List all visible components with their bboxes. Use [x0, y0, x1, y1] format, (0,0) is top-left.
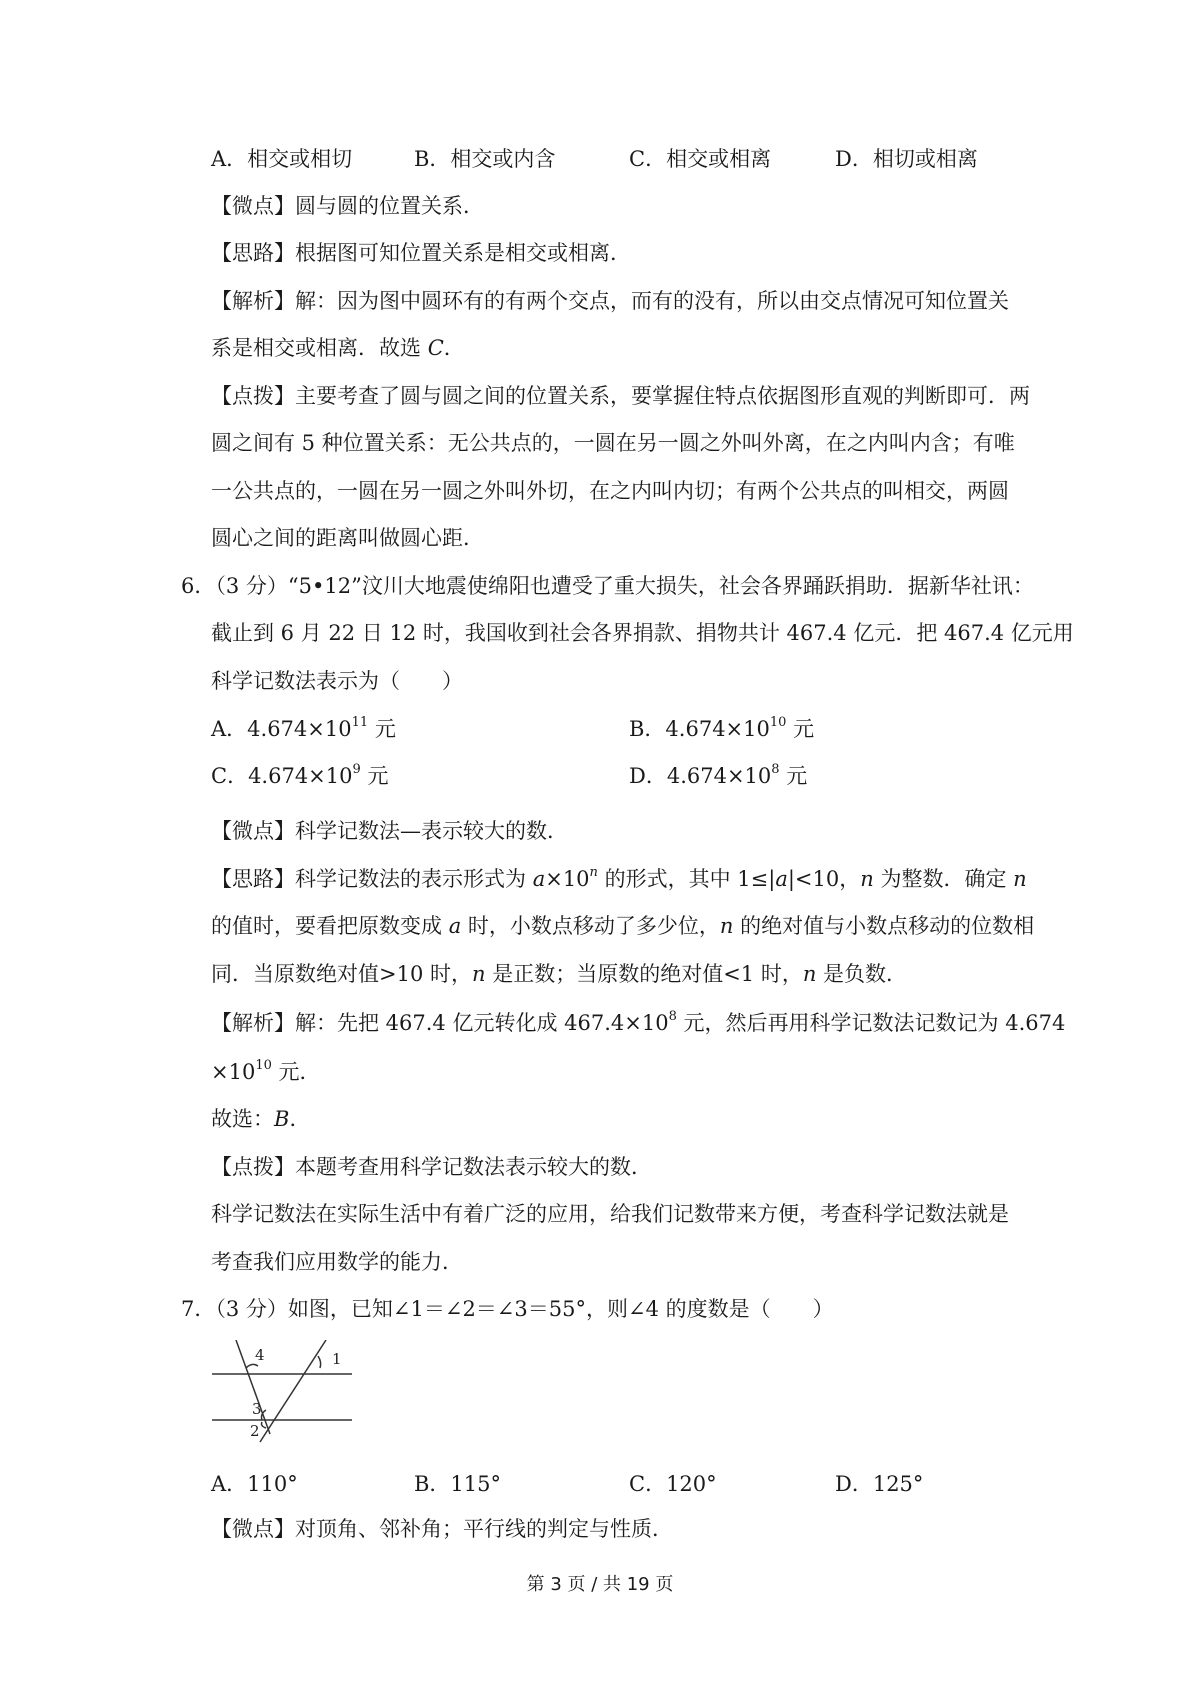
q5-dianbo-line3: 一公共点的，一圆在另一圆之外叫外切，在之内叫内切；有两个公共点的叫相交，两圆: [211, 479, 1009, 503]
q7-option-c: C．120°: [629, 1472, 717, 1496]
q5-weidian: 【微点】圆与圆的位置关系．: [211, 194, 484, 218]
q5-dianbo-line1: 【点拨】主要考查了圆与圆之间的位置关系，要掌握住特点依据图形直观的判断即可．两: [211, 384, 1030, 408]
q6-jiexi-line2: $\times 10^{10}$ 元．: [211, 1058, 321, 1084]
q6-weidian: 【微点】科学记数法—表示较大的数．: [211, 819, 568, 843]
q7-label-4: 4: [255, 1346, 265, 1364]
q6-silu-line2: 的值时，要看把原数变成 a 时，小数点移动了多少位，n 的绝对值与小数点移动的位数相: [211, 914, 1035, 938]
q7-option-b: B．115°: [414, 1472, 502, 1496]
q6-stem-line2: 截止到 6 月 22 日 12 时，我国收到社会各界捐款、捐物共计 467.4 亿元．把 467.4 亿元用: [211, 621, 1074, 645]
q6-option-c: C．$4.674\times 10^9$ 元: [211, 762, 389, 788]
q6-guxuan: 故选：B．: [211, 1107, 311, 1131]
q6-stem-line1: 6．（3 分）“5•12”汶川大地震使绵阳也遭受了重大损失，社会各界踊跃捐助．据新华社讯：: [181, 574, 1034, 598]
q6-option-d: D．$4.674\times 10^8$ 元: [629, 762, 808, 788]
q6-stem-line3: 科学记数法表示为（ ）: [211, 669, 463, 693]
q5-dianbo-line4: 圆心之间的距离叫做圆心距．: [211, 526, 484, 550]
q5-option-a: A．相交或相切: [211, 147, 353, 171]
q6-option-a: A．$4.674\times 10^{11}$ 元: [211, 715, 396, 741]
q5-option-d: D．相切或相离: [835, 147, 978, 171]
q6-dianbo: 【点拨】本题考查用科学记数法表示较大的数．: [211, 1155, 652, 1179]
q5-jiexi-line2: 系是相交或相离．故选 C．: [211, 336, 465, 360]
q5-dianbo-line2: 圆之间有 5 种位置关系：无公共点的，一圆在另一圆之外叫外离，在之内叫内含；有唯: [211, 431, 1015, 455]
q7-parallel-lines-figure: [208, 1340, 356, 1446]
q5-silu: 【思路】根据图可知位置关系是相交或相离．: [211, 241, 631, 265]
q5-jiexi-line1: 【解析】解：因为图中圆环有的有两个交点，而有的没有，所以由交点情况可知位置关: [211, 289, 1009, 313]
q5-option-b: B．相交或内含: [414, 147, 556, 171]
q6-silu-line3: 同．当原数绝对值>10 时，n 是正数；当原数的绝对值<1 时，n 是负数．: [211, 962, 908, 986]
q6-answer: B: [274, 1107, 290, 1131]
q6-option-b: B．$4.674\times 10^{10}$ 元: [629, 715, 815, 741]
q7-angle1-arc: [318, 1356, 321, 1368]
q7-label-2: 2: [250, 1422, 260, 1440]
q7-option-a: A．110°: [211, 1472, 298, 1496]
q7-label-1: 1: [332, 1350, 342, 1368]
q6-jiexi-line1: 【解析】解：先把 467.4 亿元转化成 $467.4\times 10^8$ 元，然后再用科学记数法记数记为 4.674: [211, 1009, 1066, 1035]
page-footer: 第 3 页 / 共 19 页: [526, 1574, 674, 1595]
q5-option-c: C．相交或相离: [629, 147, 772, 171]
q7-stem: 7．（3 分）如图，已知∠1＝∠2＝∠3＝55°，则∠4 的度数是（ ）: [181, 1297, 834, 1321]
q6-silu-line1: 【思路】科学记数法的表示形式为 $a\times 10^n$ 的形式，其中 1≤|a|<10，n 为整数．确定 n: [211, 865, 1027, 891]
q5-answer: C: [427, 336, 444, 360]
q7-option-d: D．125°: [835, 1472, 924, 1496]
q7-angle4-arc: [246, 1364, 258, 1368]
q7-weidian: 【微点】对顶角、邻补角；平行线的判定与性质．: [211, 1517, 673, 1541]
q6-extra-line2: 考查我们应用数学的能力．: [211, 1250, 463, 1274]
q7-label-3: 3: [252, 1400, 262, 1418]
q7-transversal-right: [260, 1340, 326, 1442]
q6-extra-line1: 科学记数法在实际生活中有着广泛的应用，给我们记数带来方便，考查科学记数法就是: [211, 1202, 1009, 1226]
